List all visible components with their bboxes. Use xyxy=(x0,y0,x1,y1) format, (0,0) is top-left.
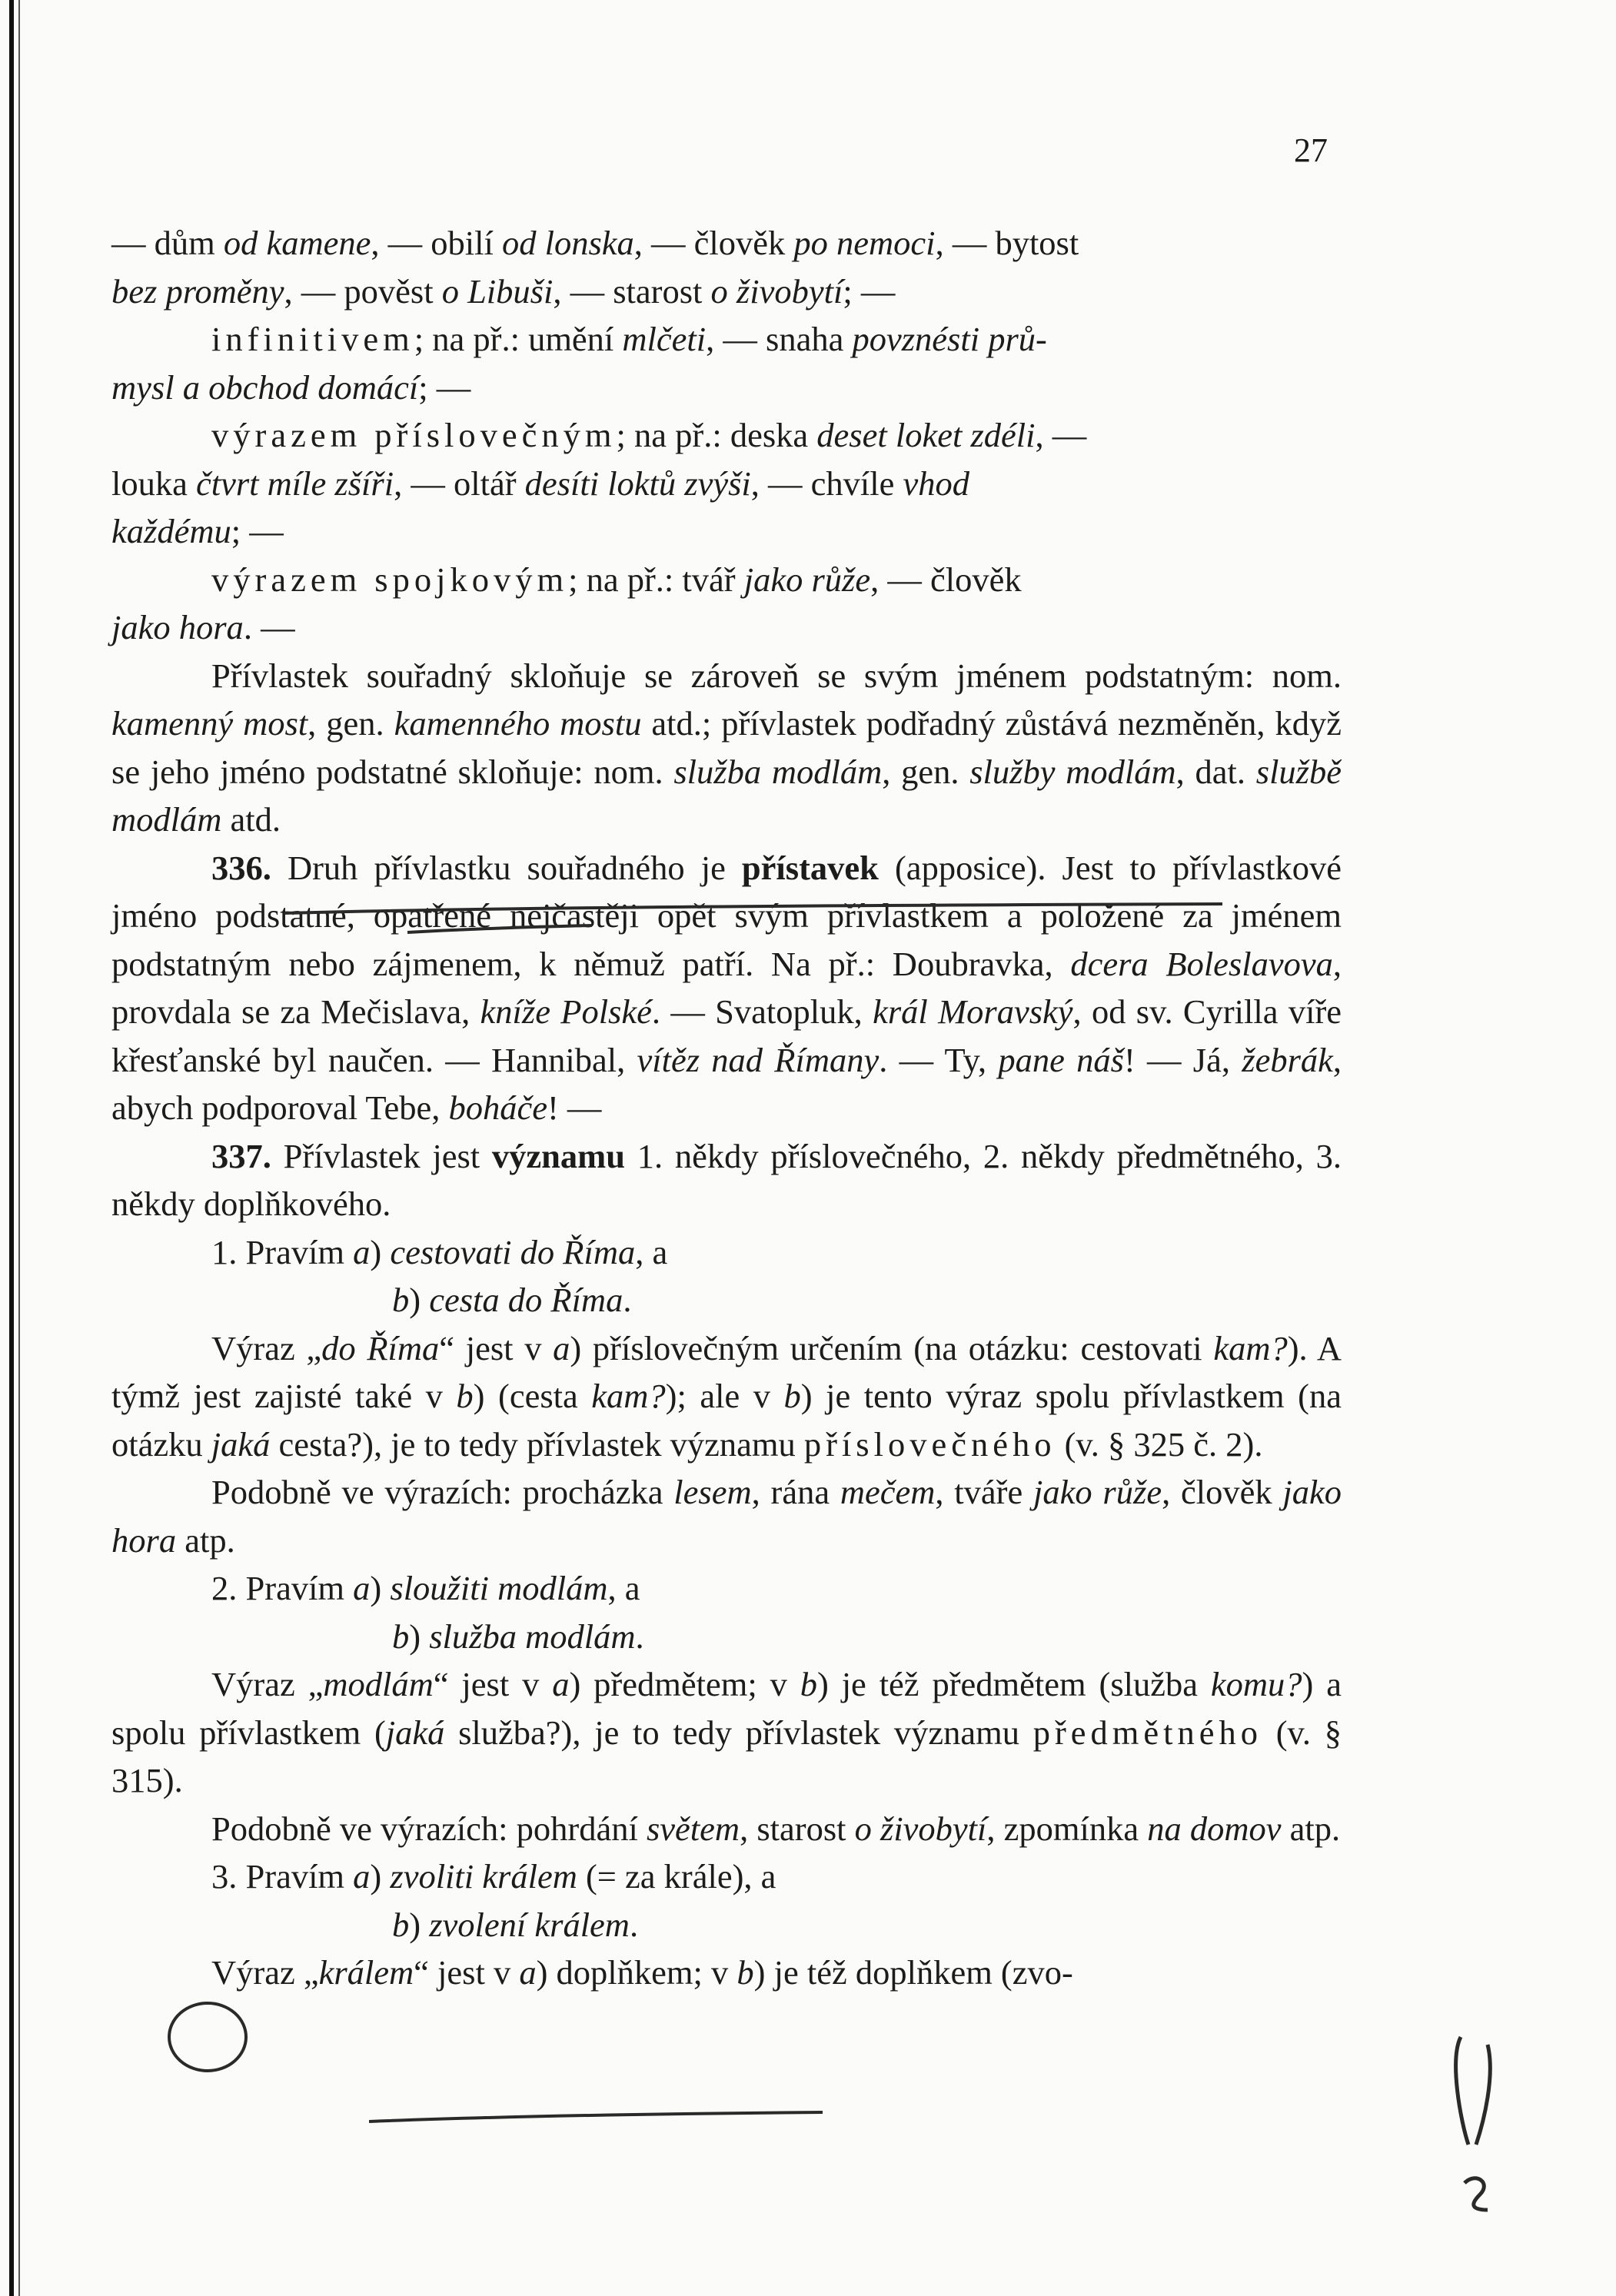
section-336: 336. Druh přívlastku souřadného je přístavek (apposice). Jest to přívlastkové jméno podstatné, opatřené nejčastěji opět svým přívlastkem a položené za jménem podstatným nebo zájmenem, k němuž patří. Na př.: Doubravka, dcera Boleslavova, provdala se za Mečislava, kníže Polské. — Svatopluk, král Moravský, od sv. Cyrilla víře křesťanské byl naučen. — Hannibal, vítěz nad Římany. — Ty, pane náš! — Já, žebrák, abych podporoval Tebe, boháče! — xyxy=(111,848,1342,1127)
paragraph-podobne-1: Podobně ve výrazích: procházka lesem, rána mečem, tváře jako růže, člověk jako hora atp. xyxy=(111,1473,1342,1560)
section-number: 337. xyxy=(211,1136,271,1175)
book-spine-edge xyxy=(9,0,14,2296)
paragraph-vyraz-1: Výraz „do Říma“ jest v a) příslovečným určením (na otázku: cestovati kam?). A týmž jest zajisté také v b) (cesta kam?); ale v b) je tento výraz spolu přívlastkem (na otázku jaká cesta?), je to tedy přívlastek významu příslovečného (v. § 325 č. 2). xyxy=(111,1328,1342,1464)
text-line: každému; — xyxy=(111,512,284,550)
text-line: jako hora. — xyxy=(111,608,295,646)
section-337: 337. Přívlastek jest významu 1. někdy příslovečného, 2. někdy předmětného, 3. někdy doplňkového. xyxy=(111,1136,1342,1223)
text-line: infinitivem; na př.: umění mlčeti, — snaha povznésti prů- xyxy=(211,320,1047,358)
page-number: 27 xyxy=(1294,131,1328,169)
book-spine-edge-inner xyxy=(18,0,20,2296)
example-3b: b) zvolení králem. xyxy=(392,1905,639,1944)
paragraph-vyraz-3: Výraz „králem“ jest v a) doplňkem; v b) je též doplňkem (zvo- xyxy=(211,1953,1073,1992)
text-line: bez proměny, — pověst o Libuši, — starost o živobytí; — xyxy=(111,271,896,311)
main-text xyxy=(111,219,1342,1997)
example-2a: 2. Pravím a) sloužiti modlám, a xyxy=(211,1569,640,1607)
text-line: mysl a obchod domácí; — xyxy=(111,367,471,407)
example-1b: b) cesta do Říma. xyxy=(392,1281,632,1319)
text-line: louka čtvrt míle zšíři, — oltář desíti loktů zvýši, — chvíle vhod xyxy=(111,464,970,503)
example-2b: b) služba modlám. xyxy=(392,1617,644,1656)
paragraph-podobne-2: Podobně ve výrazích: pohrdání světem, starost o živobytí, zpomínka na domov atp. xyxy=(211,1809,1341,1848)
text-line: výrazem příslovečným; na př.: deska deset loket zdéli, — xyxy=(211,416,1087,454)
section-number: 336. xyxy=(211,848,271,887)
example-1a: 1. Pravím a) cestovati do Říma, a xyxy=(211,1232,668,1271)
paragraph-declension: Přívlastek souřadný skloňuje se zároveň se svým jménem podstatným: nom. kamenný most, gen. kamenného mostu atd.; přívlastek podřadný zůstává nezměněn, když se jeho jméno podstatné skloňuje: nom. služba modlám, gen. služby modlám, dat. službě modlám atd. xyxy=(111,656,1342,839)
text-line: výrazem spojkovým; na př.: tvář jako růže, — člověk xyxy=(211,560,1022,599)
example-3a: 3. Pravím a) zvoliti králem (= za krále), a xyxy=(211,1857,776,1896)
text-line: — dům od kamene, — obilí od lonska, — člověk po nemoci, — bytost xyxy=(111,224,1079,262)
paragraph-vyraz-2: Výraz „modlám“ jest v a) předmětem; v b) je též předmětem (služba komu?) a spolu přívlastkem (jaká služba?), je to tedy přívlastek významu předmětného (v. § 315). xyxy=(111,1665,1342,1799)
